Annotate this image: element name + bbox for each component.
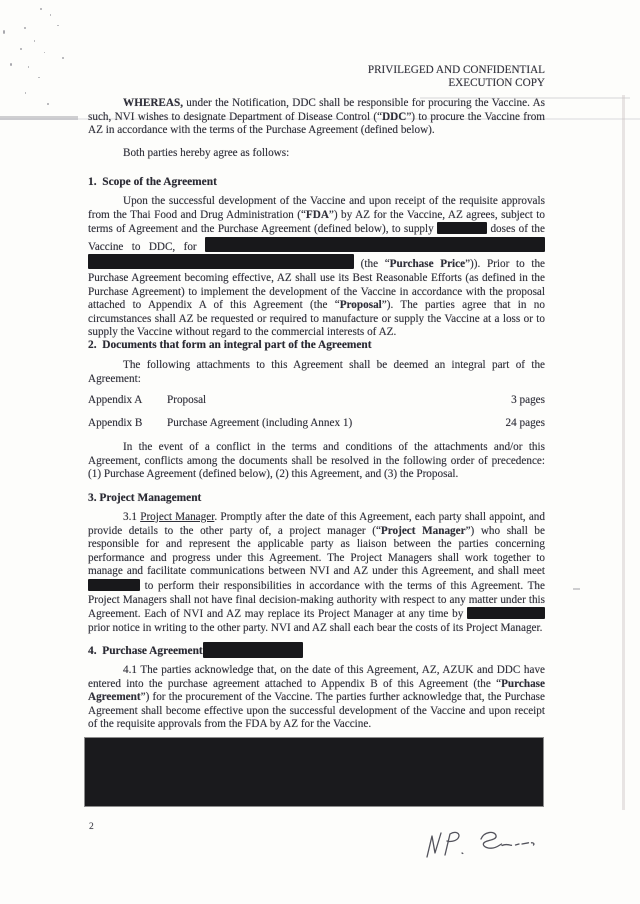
redaction-bar [437,222,487,234]
classification-header [245,64,545,90]
text-segment: ”)). Prior to the Purchase Agreement becoming effective, AZ shall use its Best Reasonable Efforts (as defined in the Purchase Agreement) to implement the development of the Vaccine in accordance with the proposal attached to Appendix A of this Agreement (the “ [88,258,546,312]
paragraph-documents-intro: The following attachments to this Agreement shall be deemed an integral part of the Agreement: [88,359,545,385]
appendix-b-label: Appendix B [88,417,143,429]
text-segment: ”) who shall be responsible for and represent the applicable party as liaison between the parties concerning performance and progress under this Agreement. The Project Managers shall work together to manage and facilitate communications between NVI and AZ under this Agreement, and shall meet [88,524,545,578]
scan-speck [10,63,12,66]
section-heading-project-management: 3. Project Management [88,492,202,504]
scan-speck [57,25,59,26]
text-segment: prior notice in writing to the other party. NVI and AZ shall each bear the costs of its Project Manager. [88,621,543,634]
text-segment: 3.1 [123,511,141,523]
appendix-b-title: Purchase Agreement (including Annex 1) [167,417,353,429]
scan-speck [28,66,29,68]
scan-speck [40,8,42,10]
execution-copy-label: EXECUTION COPY [448,76,545,89]
scan-speck [50,14,51,16]
paragraph-scope [88,195,545,340]
text-segment: ”) to procure the Vaccine from AZ in accordance with the terms of the Purchase Agreement (defined below). [88,110,546,137]
paragraph-whereas [88,97,545,138]
text-segment: DDC [382,110,407,123]
redaction-bar [205,237,545,252]
text-segment: Purchase Price [389,258,466,271]
handwritten-initials [385,823,545,873]
scan-speck [34,40,35,42]
scan-speck [44,52,45,53]
appendix-row-a [88,394,545,408]
text-segment: (the “ [354,258,390,271]
scan-speck [38,77,40,78]
scan-speck [20,48,22,50]
redaction-bar [467,607,545,619]
scan-streak [622,95,625,810]
appendix-b-pages: 24 pages [505,417,545,429]
section-heading-documents: 2. Documents that form an integral part of the Agreement [88,339,372,351]
text-segment: WHEREAS, [123,97,183,109]
appendix-row-b [88,417,545,431]
privileged-confidential-label: PRIVILEGED AND CONFIDENTIAL [367,64,545,76]
appendix-a-pages: 3 pages [511,394,545,406]
text-segment: 4.1 The parties acknowledge that, on the date of this Agreement, AZ, AZUK and DDC have entered into the purchase agreement attached to Appendix B of this Agreement (the “ [88,664,545,690]
paragraph-project-manager [88,511,545,635]
scan-speck [25,92,26,94]
scan-speck [3,30,5,34]
redaction-block-large [85,738,543,806]
text-segment: ”) for the procurement of the Vaccine. The parties further acknowledge that, the Purchase Agreement shall become effective upon the successful development of the Vaccine and upon receipt of the requisite approvals from the FDA by AZ for the Vaccine. [88,691,545,731]
text-segment: . Promptly after the date of this Agreement, each party shall appoint, and provide details to the other party of, a project manager (“ [88,511,545,537]
purchase-agreement-heading-text: 4. Purchase Agreement [88,645,203,657]
paragraph-conflict: In the event of a conflict in the terms and conditions of the attachments and/or this Agreement, conflicts among the documents shall be resolved in the following order of precedence: (1) Purchase Agreement (defined below), (2) this Agreement, and (3) the Proposal. [88,441,545,481]
text-segment: Upon the successful development of the Vaccine and upon receipt of the requisite approvals from the Thai Food and Drug Administration (“ [88,195,545,221]
page-number: 2 [89,822,94,832]
scan-speck [24,27,26,29]
appendix-a-label: Appendix A [88,394,143,406]
scan-streak [573,588,580,590]
redaction-bar [203,642,303,658]
paragraph-purchase-agreement [88,664,545,732]
scan-speck [47,103,49,105]
section-heading-purchase-agreement [88,641,545,659]
scan-speck [62,57,64,59]
text-segment: Project Manager [140,511,215,523]
redaction-bar [88,579,140,591]
appendix-a-title: Proposal [167,394,207,406]
text-segment: ”). The parties agree that in no circumstances shall AZ be requested or required to manufacture or supply the Vaccine at a loss or to supply the Vaccine without regard to the commercial interests of AZ. [88,299,545,339]
text-segment: Purchase Agreement [88,677,545,704]
text-segment: doses of the Vaccine to DDC, for [88,223,545,253]
text-segment: Proposal [339,299,382,312]
paragraph-agree-intro: Both parties hereby agree as follows: [123,147,290,159]
text-segment: Project Manager [380,524,466,537]
redaction-bar [88,254,354,269]
text-segment: to perform their responsibilities in accordance with the terms of this Agreement. The Project Managers shall not have final decision-making authority with respect to any matter under this Agreement. Each of NVI and AZ may replace its Project Manager at any time by [88,579,545,621]
text-segment: FDA [305,208,329,221]
text-segment: under the Notification, DDC shall be responsible for procuring the Vaccine. As such, NVI wishes to designate Department of Disease Control (“ [88,97,545,123]
text-segment: ”) by AZ for the Vaccine, AZ agrees, subject to terms of Agreement and the Purchase Agreement (defined below), to supply [88,208,545,236]
section-heading-scope: 1. Scope of the Agreement [88,176,217,188]
